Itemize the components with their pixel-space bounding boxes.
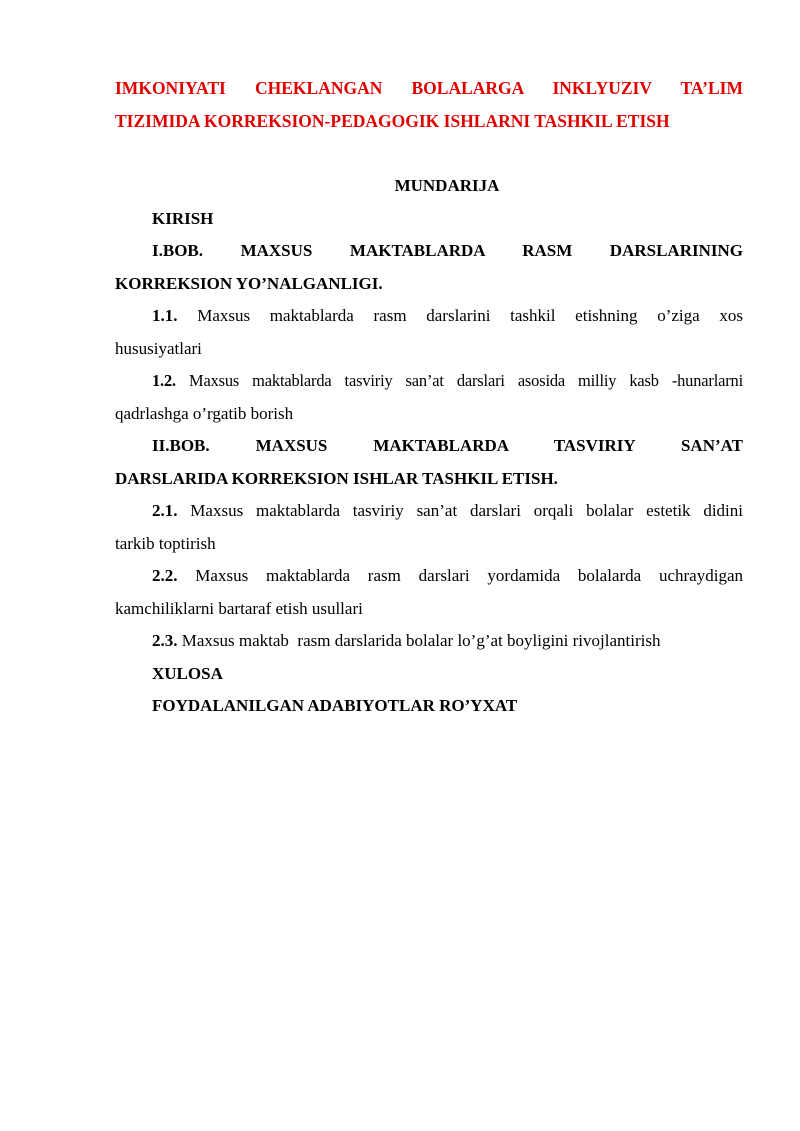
toc-item-chapter-1 [115, 235, 743, 300]
toc-item-section-2-1 [115, 495, 743, 560]
toc-item-line-2: kamchiliklarni bartaraf etish usullari [115, 598, 363, 618]
toc-item-line-1: Maxsus maktablarda rasm darslari yordamida bolalarda uchraydigan [177, 566, 743, 585]
toc-item-number: 1.1. [152, 306, 178, 325]
toc-item-line-1: Maxsus maktablarda rasm darslarini tashkil etishning o’ziga xos [177, 306, 743, 325]
toc-item-text: XULOSA [152, 663, 223, 683]
toc-item-text: FOYDALANILGAN ADABIYOTLAR RO’YXAT [152, 696, 518, 715]
document-page [115, 72, 743, 723]
toc-item-conclusion [115, 658, 743, 691]
toc-item-number: 1.2. [152, 371, 176, 390]
toc-item-introduction [115, 203, 743, 236]
toc-item-section-2-2 [115, 560, 743, 625]
toc-item-number: 2.2. [152, 566, 178, 585]
contents-heading: MUNDARIJA [394, 176, 500, 195]
toc-item-line-2: tarkib toptirish [115, 533, 216, 553]
title-line-2: TIZIMIDA KORREKSION-PEDAGOGIK ISHLARNI TASHKIL ETISH [115, 110, 670, 131]
toc-item-section-2-3 [115, 625, 743, 658]
toc-item-text: Maxsus maktab rasm darslarida bolalar lo’g’at boyligini rivojlantirish [177, 631, 661, 650]
table-of-contents [115, 203, 743, 723]
toc-item-line-2: KORREKSION YO’NALGANLIGI. [115, 273, 383, 293]
toc-item-line-1: I.BOB. MAXSUS MAKTABLARDA RASM DARSLARINING [152, 241, 743, 260]
toc-item-text: KIRISH [152, 208, 214, 228]
toc-item-line-1: Maxsus maktablarda tasviriy san’at darslari orqali bolalar estetik didini [177, 501, 743, 520]
toc-item-line-2: qadrlashga o’rgatib borish [115, 403, 294, 423]
toc-item-references [115, 690, 743, 723]
toc-item-line-2: DARSLARIDA KORREKSION ISHLAR TASHKIL ETISH. [115, 468, 558, 488]
toc-item-line-1: Maxsus maktablarda tasviriy san’at darslari asosida milliy kasb -hunarlarni [176, 371, 743, 390]
title-line-1: IMKONIYATI CHEKLANGAN BOLALARGA INKLYUZIV TA’LIM [115, 78, 743, 98]
toc-item-line-2: hususiyatlari [115, 338, 202, 358]
toc-item-number: 2.1. [152, 501, 178, 520]
toc-item-section-1-2 [115, 365, 743, 430]
toc-item-number: 2.3. [152, 631, 178, 650]
toc-item-chapter-2 [115, 430, 743, 495]
document-title [115, 72, 743, 137]
toc-item-line-1: II.BOB. MAXSUS MAKTABLARDA TASVIRIY SAN’AT [152, 436, 743, 455]
toc-item-section-1-1 [115, 300, 743, 365]
